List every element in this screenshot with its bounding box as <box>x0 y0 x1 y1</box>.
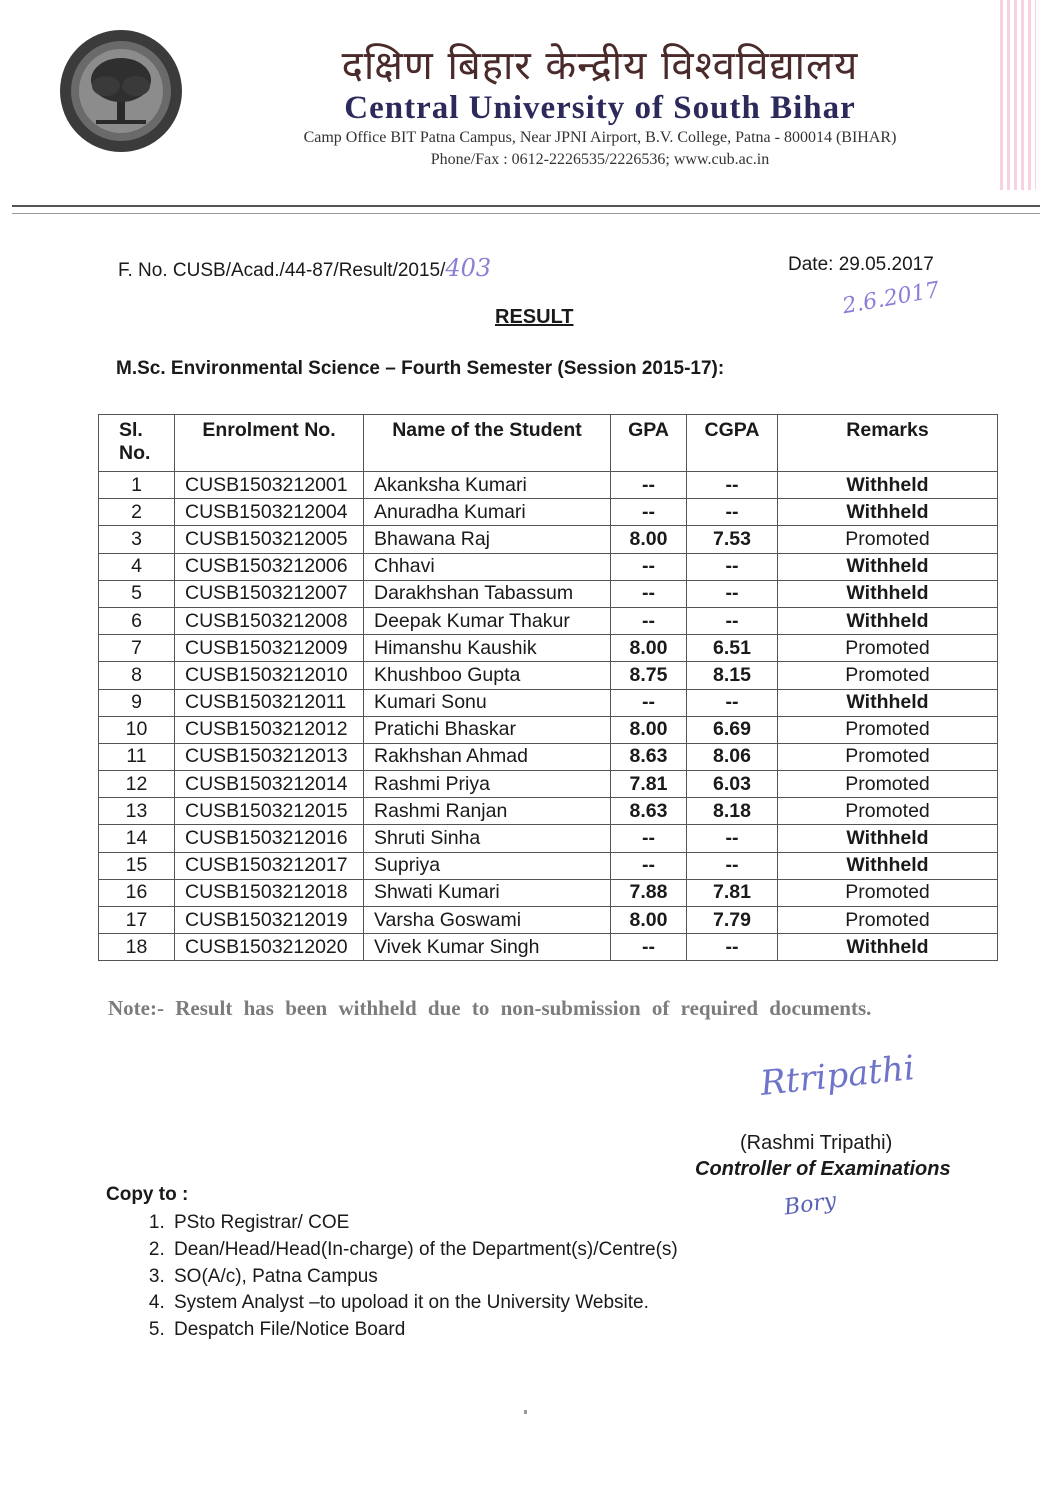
cell-remarks: Withheld <box>778 607 998 634</box>
col-gpa: GPA <box>611 415 687 472</box>
table-row <box>99 526 998 553</box>
table-body <box>99 472 998 961</box>
cell-remarks: Promoted <box>778 771 998 798</box>
cell-gpa: -- <box>611 607 687 634</box>
cell-gpa: 8.63 <box>611 743 687 770</box>
cell-gpa: -- <box>611 689 687 716</box>
cell-enrolment: CUSB1503212017 <box>175 852 364 879</box>
cell-gpa: -- <box>611 553 687 580</box>
cell-sl-no: 4 <box>99 553 175 580</box>
cell-sl-no: 10 <box>99 716 175 743</box>
cell-sl-no: 6 <box>99 607 175 634</box>
table-row <box>99 771 998 798</box>
table-row <box>99 689 998 716</box>
file-number <box>118 254 491 282</box>
result-heading: RESULT <box>495 306 574 328</box>
table-row <box>99 553 998 580</box>
col-enrolment: Enrolment No. <box>175 415 364 472</box>
cell-sl-no: 17 <box>99 907 175 934</box>
cell-remarks: Promoted <box>778 798 998 825</box>
copy-to-list <box>126 1210 678 1344</box>
cell-name: Kumari Sonu <box>364 689 611 716</box>
cell-enrolment: CUSB1503212004 <box>175 499 364 526</box>
cell-enrolment: CUSB1503212019 <box>175 907 364 934</box>
cell-name: Pratichi Bhaskar <box>364 716 611 743</box>
table-row <box>99 934 998 961</box>
address: Camp Office BIT Patna Campus, Near JPNI Airport, B.V. College, Patna - 800014 (BIHAR) <box>303 129 897 146</box>
cell-remarks: Withheld <box>778 580 998 607</box>
cell-enrolment: CUSB1503212006 <box>175 553 364 580</box>
cell-enrolment: CUSB1503212013 <box>175 743 364 770</box>
table-row <box>99 580 998 607</box>
cell-cgpa: -- <box>687 580 778 607</box>
cell-sl-no: 13 <box>99 798 175 825</box>
cell-gpa: -- <box>611 825 687 852</box>
cell-sl-no: 15 <box>99 852 175 879</box>
cell-cgpa: 6.03 <box>687 771 778 798</box>
list-item: 4. System Analyst –to upoload it on the University Website. <box>170 1290 678 1317</box>
table-row <box>99 907 998 934</box>
cell-gpa: 7.88 <box>611 879 687 906</box>
cell-name: Himanshu Kaushik <box>364 635 611 662</box>
table-row <box>99 852 998 879</box>
cell-enrolment: CUSB1503212007 <box>175 580 364 607</box>
cell-enrolment: CUSB1503212015 <box>175 798 364 825</box>
scan-speck <box>524 1410 527 1414</box>
table-header-row <box>99 415 998 472</box>
cell-remarks: Promoted <box>778 526 998 553</box>
cell-name: Deepak Kumar Thakur <box>364 607 611 634</box>
cell-gpa: -- <box>611 499 687 526</box>
cell-remarks: Withheld <box>778 499 998 526</box>
cell-name: Supriya <box>364 852 611 879</box>
table-row <box>99 662 998 689</box>
cell-cgpa: -- <box>687 607 778 634</box>
cell-enrolment: CUSB1503212009 <box>175 635 364 662</box>
cell-cgpa: -- <box>687 825 778 852</box>
cell-remarks: Withheld <box>778 689 998 716</box>
cell-sl-no: 9 <box>99 689 175 716</box>
cell-gpa: 7.81 <box>611 771 687 798</box>
cell-remarks: Withheld <box>778 472 998 499</box>
signatory-title: Controller of Examinations <box>695 1158 951 1180</box>
cell-cgpa: -- <box>687 689 778 716</box>
cell-cgpa: -- <box>687 934 778 961</box>
cell-sl-no: 12 <box>99 771 175 798</box>
result-table <box>98 414 998 961</box>
page-edge-marks <box>1000 0 1036 190</box>
cell-gpa: -- <box>611 472 687 499</box>
cell-enrolment: CUSB1503212020 <box>175 934 364 961</box>
cell-cgpa: -- <box>687 852 778 879</box>
cell-name: Rakhshan Ahmad <box>364 743 611 770</box>
cell-remarks: Promoted <box>778 907 998 934</box>
cell-cgpa: 8.06 <box>687 743 778 770</box>
cell-gpa: 8.00 <box>611 716 687 743</box>
cell-sl-no: 14 <box>99 825 175 852</box>
cell-name: Anuradha Kumari <box>364 499 611 526</box>
cell-sl-no: 7 <box>99 635 175 662</box>
cell-gpa: 8.75 <box>611 662 687 689</box>
handwritten-date: 2.6.2017 <box>840 277 942 320</box>
table-row <box>99 472 998 499</box>
cell-enrolment: CUSB1503212008 <box>175 607 364 634</box>
cell-remarks: Promoted <box>778 662 998 689</box>
cell-remarks: Promoted <box>778 743 998 770</box>
cell-cgpa: -- <box>687 499 778 526</box>
cell-sl-no: 1 <box>99 472 175 499</box>
cell-enrolment: CUSB1503212018 <box>175 879 364 906</box>
cell-name: Vivek Kumar Singh <box>364 934 611 961</box>
cell-cgpa: 8.18 <box>687 798 778 825</box>
cell-enrolment: CUSB1503212016 <box>175 825 364 852</box>
issue-date: Date: 29.05.2017 <box>788 254 934 275</box>
withheld-note: Note:- Result has been withheld due to non-submission of required documents. <box>108 996 872 1020</box>
cell-enrolment: CUSB1503212010 <box>175 662 364 689</box>
list-item: 3. SO(A/c), Patna Campus <box>170 1264 678 1291</box>
cell-remarks: Withheld <box>778 553 998 580</box>
cell-name: Varsha Goswami <box>364 907 611 934</box>
letterhead-divider <box>12 205 1040 214</box>
cell-remarks: Promoted <box>778 716 998 743</box>
contact: Phone/Fax : 0612-2226535/2226536; www.cub.ac.in <box>430 151 770 168</box>
cell-cgpa: 7.53 <box>687 526 778 553</box>
list-item: 2. Dean/Head/Head(In-charge) of the Department(s)/Centre(s) <box>170 1237 678 1264</box>
table-row <box>99 798 998 825</box>
initials: Bory <box>782 1188 838 1221</box>
table-row <box>99 743 998 770</box>
university-seal-logo <box>58 28 184 154</box>
cell-cgpa: 8.15 <box>687 662 778 689</box>
cell-sl-no: 16 <box>99 879 175 906</box>
cell-remarks: Withheld <box>778 934 998 961</box>
cell-name: Bhawana Raj <box>364 526 611 553</box>
table-row <box>99 879 998 906</box>
cell-enrolment: CUSB1503212014 <box>175 771 364 798</box>
cell-name: Akanksha Kumari <box>364 472 611 499</box>
cell-gpa: 8.00 <box>611 526 687 553</box>
cell-name: Rashmi Priya <box>364 771 611 798</box>
course-title: M.Sc. Environmental Science – Fourth Semester (Session 2015-17): <box>116 358 725 379</box>
university-name-english: Central University of South Bihar <box>344 90 856 126</box>
col-remarks: Remarks <box>778 415 998 472</box>
letterhead <box>200 40 1000 171</box>
table-row <box>99 499 998 526</box>
cell-name: Rashmi Ranjan <box>364 798 611 825</box>
cell-enrolment: CUSB1503212011 <box>175 689 364 716</box>
copy-to-label: Copy to : <box>106 1184 189 1205</box>
cell-name: Shwati Kumari <box>364 879 611 906</box>
cell-cgpa: -- <box>687 472 778 499</box>
cell-remarks: Withheld <box>778 825 998 852</box>
cell-cgpa: 6.51 <box>687 635 778 662</box>
col-sl-no: Sl. No. <box>99 415 175 472</box>
cell-name: Khushboo Gupta <box>364 662 611 689</box>
cell-sl-no: 2 <box>99 499 175 526</box>
cell-cgpa: 7.79 <box>687 907 778 934</box>
file-number-handwritten: 403 <box>445 254 492 282</box>
cell-sl-no: 18 <box>99 934 175 961</box>
cell-name: Darakhshan Tabassum <box>364 580 611 607</box>
cell-sl-no: 5 <box>99 580 175 607</box>
list-item: 5. Despatch File/Notice Board <box>170 1317 678 1344</box>
university-name-hindi: दक्षिण बिहार केन्द्रीय विश्वविद्यालय <box>341 43 859 89</box>
table-row <box>99 635 998 662</box>
cell-remarks: Withheld <box>778 852 998 879</box>
table-row <box>99 825 998 852</box>
table-row <box>99 716 998 743</box>
cell-sl-no: 11 <box>99 743 175 770</box>
col-name: Name of the Student <box>364 415 611 472</box>
cell-name: Chhavi <box>364 553 611 580</box>
signature: Rtripathi <box>758 1048 917 1104</box>
table-row <box>99 607 998 634</box>
cell-cgpa: -- <box>687 553 778 580</box>
col-cgpa: CGPA <box>687 415 778 472</box>
file-number-printed: F. No. CUSB/Acad./44-87/Result/2015/ <box>118 260 446 281</box>
cell-enrolment: CUSB1503212001 <box>175 472 364 499</box>
cell-enrolment: CUSB1503212005 <box>175 526 364 553</box>
cell-enrolment: CUSB1503212012 <box>175 716 364 743</box>
list-item: 1. PSto Registrar/ COE <box>170 1210 678 1237</box>
cell-gpa: -- <box>611 580 687 607</box>
cell-gpa: -- <box>611 852 687 879</box>
cell-cgpa: 6.69 <box>687 716 778 743</box>
cell-gpa: 8.63 <box>611 798 687 825</box>
cell-gpa: -- <box>611 934 687 961</box>
cell-sl-no: 3 <box>99 526 175 553</box>
signatory-name: (Rashmi Tripathi) <box>740 1132 893 1154</box>
cell-gpa: 8.00 <box>611 907 687 934</box>
cell-name: Shruti Sinha <box>364 825 611 852</box>
cell-cgpa: 7.81 <box>687 879 778 906</box>
cell-sl-no: 8 <box>99 662 175 689</box>
cell-remarks: Promoted <box>778 879 998 906</box>
cell-gpa: 8.00 <box>611 635 687 662</box>
cell-remarks: Promoted <box>778 635 998 662</box>
